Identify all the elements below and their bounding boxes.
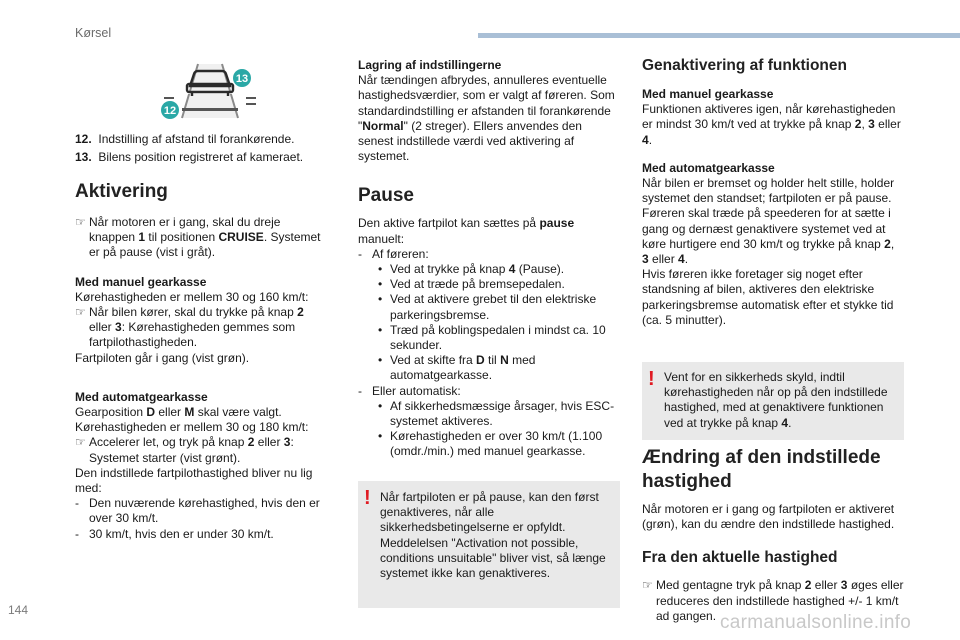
manual-speed-range: Kørehastigheden er mellem 30 og 160 km/t: — [75, 289, 309, 304]
svg-text:12: 12 — [163, 105, 177, 117]
dash-item-2: - 30 km/t, hvis den er under 30 km/t. — [75, 526, 274, 541]
pause-driver-3: • Ved at aktivere grebet til den elektriske parkeringsbremse. — [378, 292, 597, 322]
pause-driver-5: • Ved at skifte fra D til N med automatgearkasse. — [378, 353, 536, 383]
header-bar — [478, 33, 960, 38]
arrow-icon: ☞ — [75, 305, 86, 320]
watermark: carmanualsonline.info — [720, 612, 912, 633]
arrow-icon: ☞ — [75, 215, 86, 229]
auto-step: ☞ Accelerer let, og tryk på knap 2 eller 3: Systemet starter (vist grønt). — [75, 435, 294, 465]
page-number: 144 — [8, 603, 29, 617]
page-section-title: Kørsel — [75, 26, 112, 40]
cruise-display-illustration — [160, 60, 260, 122]
reactivation-auto-title: Med automatgearkasse — [642, 160, 775, 175]
pause-warning-text: Når fartpiloten er på pause, kan den først genaktiveres, når alle sikkerhedsbetingelserne er opfyldt. Meddelelsen "Activation not possible, conditions unsuitable" bliver vist, så længe systemet ikke kan genaktiveres. — [380, 490, 606, 581]
auto-gearbox-title: Med automatgearkasse — [75, 389, 208, 404]
reactivation-warning-note — [642, 362, 904, 440]
pause-warning-note — [358, 481, 620, 608]
from-current-step: ☞ Med gentagne tryk på knap 2 eller 3 øges eller reduceres den indstillede hastighed +/- 1 km/t ad gangen. — [642, 578, 904, 623]
arrow-icon: ☞ — [75, 435, 86, 450]
pause-automatic: - Eller automatisk: — [358, 383, 461, 398]
heading-from-current-speed: Fra den aktuelle hastighed — [642, 549, 838, 567]
pause-auto-1: • Af sikkerhedsmæssige årsager, hvis ESC-systemet aktiveres. — [378, 398, 615, 429]
pause-driver-2: • Ved at træde på bremsepedalen. — [378, 277, 565, 292]
svg-text:13: 13 — [235, 73, 249, 85]
manual-step: ☞ Når bilen kører, skal du trykke på knap 2 eller 3: Kørehastigheden gemmes som fartpilothastigheden. — [75, 305, 304, 350]
manual-result: Fartpiloten går i gang (vist grøn). — [75, 350, 250, 365]
pause-auto-2: • Kørehastigheden er over 30 km/t (1.100 (omdr./min.) med manuel gearkasse. — [378, 429, 603, 459]
warning-icon: ! — [364, 487, 371, 509]
reactivation-warning-text: Vent for en sikkerheds skyld, indtil kørehastigheden når op på den indstillede hastighed, med at genaktivere funktionen ved at trykke på knap 4. — [664, 370, 888, 430]
heading-aktivering: Aktivering — [75, 181, 168, 202]
pause-driver-1: • Ved at trykke på knap 4 (Pause). — [378, 262, 565, 277]
manual-gearbox-title: Med manuel gearkasse — [75, 274, 207, 289]
auto-speed-range: Kørehastigheden er mellem 30 og 180 km/t: — [75, 420, 309, 435]
column-2 — [358, 58, 620, 460]
reactivation-manual-title: Med manuel gearkasse — [642, 87, 774, 101]
heading-change-speed: Ændring af den indstillede hastighed — [642, 447, 881, 492]
reactivation-auto-text-2: Hvis føreren ikke foretager sig noget efter standsning af bilen, aktiveres den elektriske parkeringsbremse automatisk efter et stykke tid (ca. 5 minutter). — [642, 267, 894, 327]
reactivation-auto-text: Når bilen er bremset og holder helt stille, holder systemet den standset; fartpiloten er på pause. Føreren skal træde på speederen for at sætte i gang og dernæst genaktivere systemet ved at køre hurtigere end 30 km/t og trykke på knap 2, 3 eller 4. — [642, 176, 895, 267]
change-speed-text: Når motoren er i gang og fartpiloten er aktiveret (grøn), kan du ændre den indstillede hastighed. — [642, 502, 895, 532]
arrow-icon: ☞ — [642, 578, 653, 593]
reactivation-manual-text: Funktionen aktiveres igen, når kørehastigheden er mindst 30 km/t ved at trykke på knap 2, 3 eller 4. — [642, 102, 901, 147]
save-settings-text: Når tændingen afbrydes, annulleres eventuelle hastighedsværdier, som er valgt af føreren. Som standardindstilling er afstanden til forankørende "Normal" (2 streger). Ellers anvendes den senest indstillede værdi ved aktivering af systemet. — [358, 73, 615, 164]
column-1 — [75, 180, 325, 542]
heading-pause: Pause — [358, 185, 414, 207]
pause-by-driver: - Af føreren: — [358, 246, 429, 261]
dash-item-1: - Den nuværende kørehastighed, hvis den er over 30 km/t. — [75, 496, 320, 526]
legend-item-13: 13. Bilens position registreret af kameraet. — [75, 150, 304, 164]
column-3 — [642, 56, 904, 328]
legend-item-12: 12. Indstilling af afstand til forankørende. — [75, 132, 295, 146]
save-settings-title: Lagring af indstillingerne — [358, 58, 502, 72]
set-speed-equals: Den indstillede fartpilothastighed bliver nu lig med: — [75, 465, 313, 496]
pause-intro: Den aktive fartpilot kan sættes på pause manuelt: — [358, 216, 575, 246]
pause-driver-4: • Træd på koblingspedalen i mindst ca. 10 sekunder. — [378, 322, 606, 353]
column-3-lower — [642, 446, 910, 624]
heading-reactivation: Genaktivering af funktionen — [642, 57, 847, 74]
warning-icon: ! — [648, 368, 655, 390]
auto-gear-position: Gearposition D eller M skal være valgt. — [75, 405, 282, 420]
activation-step: ☞ Når motoren er i gang, skal du dreje knappen 1 til positionen CRUISE. Systemet er på pause (vist i gråt). — [75, 215, 321, 260]
